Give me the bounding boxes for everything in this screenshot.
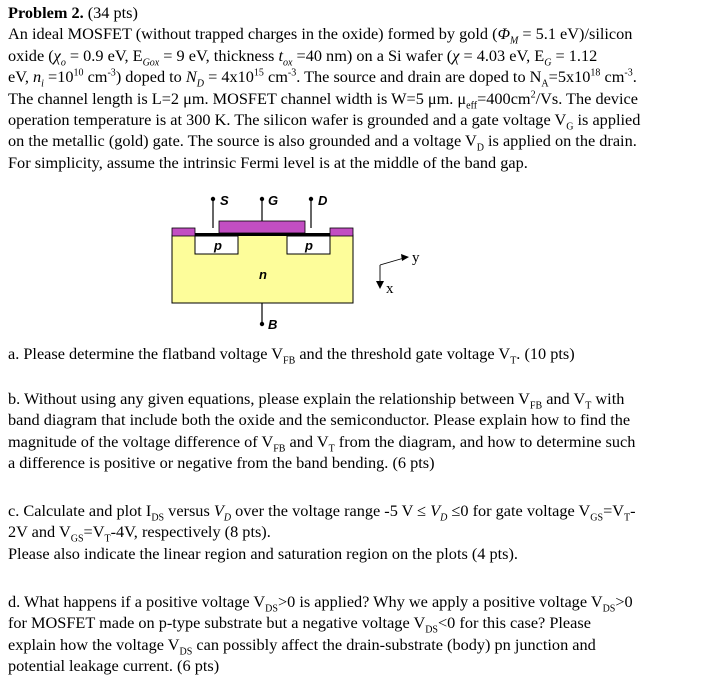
- question-text: band diagram that include both the oxide and the semiconductor. Please explain how to find the: [8, 410, 631, 430]
- question-text: ≤0 for gate voltage V: [447, 501, 591, 520]
- drain-terminal: [309, 193, 328, 228]
- y-axis-label: y: [412, 250, 420, 266]
- sub-ds: DS: [151, 512, 165, 524]
- sub-gs: GS: [590, 512, 604, 524]
- sub-fb: FB: [529, 400, 543, 412]
- sub-d: D: [196, 78, 205, 90]
- sub-t: T: [328, 443, 335, 455]
- intro-text: /Vs. The device: [535, 88, 638, 108]
- sub-gox: Gox: [142, 57, 160, 69]
- sub-fb: FB: [283, 355, 296, 367]
- intro-text: =400cm: [477, 88, 531, 108]
- question-text: =V: [603, 501, 625, 520]
- source-label: S: [220, 193, 229, 208]
- gate-terminal: [260, 193, 278, 221]
- question-text: =V: [83, 522, 105, 542]
- question-text: 2V and V: [8, 522, 71, 542]
- sup-m3: -3: [624, 67, 633, 79]
- sub-d: D: [223, 512, 232, 524]
- sub-a: A: [541, 78, 549, 90]
- question-text: with: [591, 389, 625, 408]
- question-text: <0 for this case? Please: [438, 613, 591, 633]
- x-arrow-icon: [376, 281, 384, 289]
- intro-text: For simplicity, assume the intrinsic Fermi level is at the middle of the band gap.: [8, 152, 528, 172]
- sub-d: D: [440, 512, 448, 524]
- n-symbol: N: [185, 67, 197, 87]
- sub-g: G: [544, 57, 552, 69]
- problem-points: (34 pts): [83, 3, 138, 22]
- intro-text: =40 nm) on a Si wafer (: [292, 45, 453, 65]
- drain-label: D: [318, 193, 328, 208]
- question-text: and V: [285, 431, 329, 451]
- chi-symbol: χ: [53, 45, 61, 65]
- sub-gs: GS: [70, 533, 84, 545]
- body-terminal: [260, 303, 278, 332]
- sub-t: T: [585, 400, 592, 412]
- question-text: magnitude of the voltage difference of V: [8, 431, 274, 451]
- intro-text: oxide (: [8, 45, 54, 65]
- phi-symbol: Φ: [497, 24, 510, 44]
- sub-ds: DS: [179, 646, 193, 658]
- question-b: [8, 388, 718, 474]
- question-text: d. What happens if a positive voltage V: [8, 592, 266, 611]
- intro-text: cm: [83, 67, 108, 87]
- intro-text: cm: [263, 67, 288, 87]
- problem-heading: Problem 2.: [8, 3, 84, 22]
- sub-d: D: [476, 142, 484, 154]
- coordinate-axes: [376, 250, 420, 297]
- question-text: explain how the voltage V: [8, 634, 180, 654]
- sub-o: o: [60, 57, 66, 69]
- drain-contact: [330, 228, 353, 236]
- intro-text: is applied on the drain.: [483, 131, 637, 151]
- v-symbol: V: [430, 501, 441, 520]
- question-text: b. Without using any given equations, please explain the relationship between V: [8, 389, 530, 408]
- question-text: c. Calculate and plot I: [8, 501, 152, 520]
- question-text: Please also indicate the linear region and saturation region on the plots (4 pts).: [8, 543, 519, 563]
- question-c: [8, 500, 718, 564]
- question-text: and the threshold gate voltage V: [295, 344, 511, 363]
- sup-15: 15: [253, 67, 264, 79]
- gate-metal: [219, 221, 305, 233]
- n-symbol: n: [33, 67, 42, 87]
- question-text: and V: [542, 389, 586, 408]
- intro-text: eV,: [8, 67, 34, 87]
- intro-text: ) doped to: [115, 67, 186, 87]
- intro-text: = 4.03 eV, E: [459, 45, 545, 65]
- problem-statement: [8, 2, 718, 173]
- intro-text: = 0.9 eV, E: [65, 45, 143, 65]
- question-text: from the diagram, and how to determine such: [334, 431, 636, 451]
- question-text: -: [630, 501, 636, 520]
- question-d: [8, 591, 718, 677]
- intro-text: An ideal MOSFET (without trapped charges in the oxide) formed by gold (: [8, 24, 498, 44]
- question-text: versus: [164, 501, 214, 520]
- p-label-drain: p: [305, 238, 313, 253]
- sup-m3: -3: [107, 67, 116, 79]
- source-contact: [172, 228, 195, 236]
- question-text: a difference is positive or negative from the band bending. (6 pts): [8, 453, 435, 473]
- intro-text: = 5.1 eV)/silicon: [518, 24, 633, 44]
- sub-t: T: [104, 533, 111, 545]
- mosfet-diagram: [8, 188, 712, 348]
- intro-text: cm: [600, 67, 625, 87]
- n-label: n: [259, 267, 267, 282]
- question-text: over the voltage range -5 V ≤: [231, 501, 431, 520]
- question-text: >0 is applied? Why we apply a positive voltage V: [277, 592, 603, 611]
- intro-text: =5x10: [548, 67, 591, 87]
- gate-label: G: [268, 193, 279, 208]
- sub-m: M: [509, 35, 519, 47]
- p-label-source: p: [214, 238, 222, 253]
- body-label: B: [268, 317, 278, 332]
- intro-text: operation temperature is at 300 K. The silicon wafer is grounded and a gate voltage V: [8, 110, 567, 130]
- question-text: for MOSFET made on p-type substrate but a negative voltage V: [8, 613, 426, 633]
- intro-text: .: [632, 67, 637, 87]
- intro-text: . The source and drain are doped to N: [296, 67, 542, 87]
- question-text: >0: [615, 592, 633, 611]
- question-text: . (10 pts): [516, 344, 575, 363]
- intro-text: =10: [43, 67, 74, 87]
- sub-t: T: [510, 355, 517, 367]
- sub-g: G: [566, 121, 574, 133]
- question-text: -4V, respectively (8 pts).: [110, 522, 271, 542]
- y-arrow-icon: [401, 254, 409, 261]
- intro-text: = 4x10: [204, 67, 254, 87]
- sub-ds: DS: [265, 603, 278, 615]
- question-text: potential leakage current. (6 pts): [8, 656, 220, 676]
- sup-m3: -3: [287, 67, 297, 79]
- sup-18: 18: [590, 67, 601, 79]
- sub-ds: DS: [602, 603, 616, 615]
- v-symbol: V: [213, 501, 224, 520]
- sub-ox: ox: [283, 57, 293, 69]
- intro-text: is applied: [573, 110, 641, 130]
- sub-fb: FB: [273, 443, 286, 455]
- sub-ds: DS: [425, 624, 438, 636]
- sub-i: i: [41, 78, 44, 90]
- intro-text: on the metallic (gold) gate. The source is also grounded and a voltage V: [8, 131, 477, 151]
- chi-symbol: χ: [452, 45, 460, 65]
- question-text: a. Please determine the flatband voltage V: [8, 344, 284, 363]
- intro-text: = 1.12: [551, 45, 598, 65]
- x-axis-label: x: [386, 281, 394, 297]
- sup-2: 2: [530, 89, 536, 101]
- intro-text: The channel length is L=2 μm. MOSFET channel width is W=5 μm. μ: [8, 88, 467, 108]
- intro-text: = 9 eV, thickness: [159, 45, 279, 65]
- sub-eff: eff: [466, 99, 478, 111]
- t-symbol: t: [278, 45, 283, 65]
- sub-t: T: [624, 512, 631, 524]
- sup-10: 10: [73, 67, 84, 79]
- question-a: [8, 343, 575, 367]
- question-text: can possibly affect the drain-substrate (body) pn junction and: [192, 634, 596, 654]
